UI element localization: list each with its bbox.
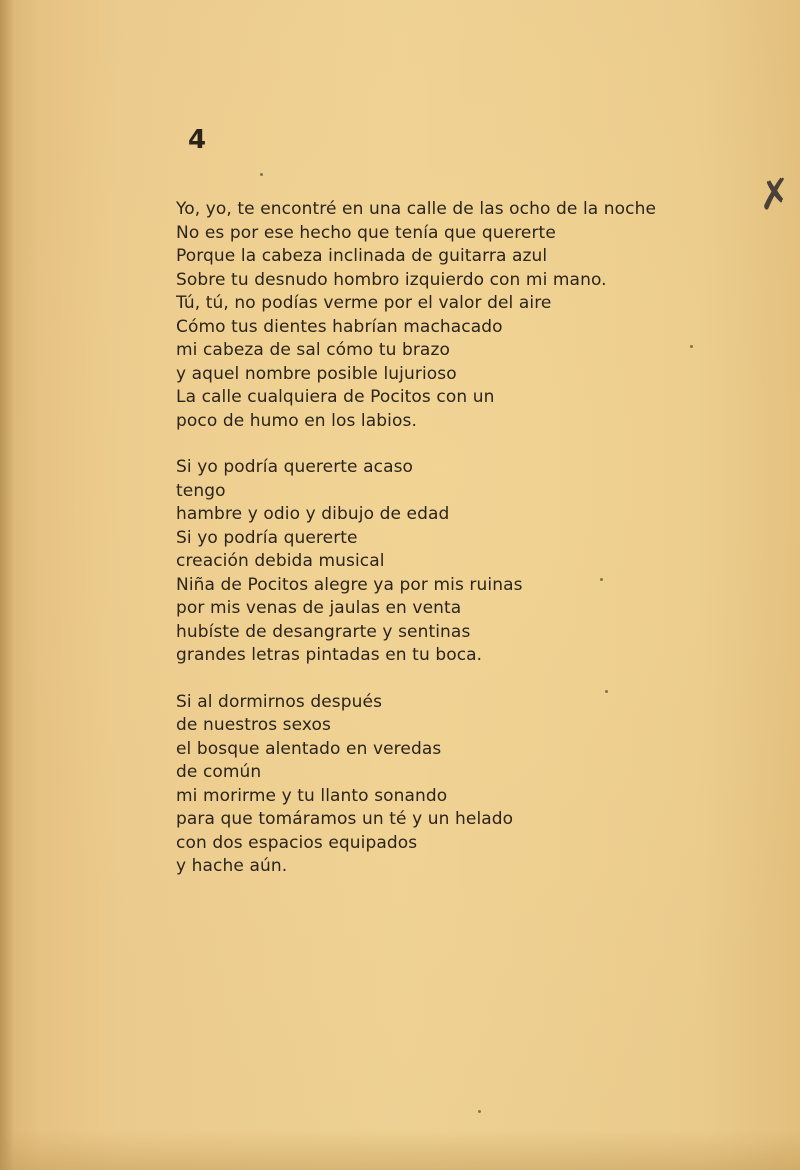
poem-line: creación debida musical bbox=[176, 551, 385, 571]
page-left-shadow bbox=[0, 0, 14, 1170]
poem-line: Tú, tú, no podías verme por el valor del aire bbox=[176, 293, 552, 313]
page-number: 4 bbox=[188, 125, 207, 155]
poem-line: Porque la cabeza inclinada de guitarra azul bbox=[176, 246, 548, 266]
poem-line: Cómo tus dientes habrían machacado bbox=[176, 316, 503, 337]
poem-line: Yo, yo, te encontré en una calle de las ocho de la noche bbox=[176, 199, 657, 219]
poem-line: de común bbox=[176, 762, 262, 782]
poem-body bbox=[176, 198, 736, 902]
poem-line: hambre y odio y dibujo de edad bbox=[176, 504, 450, 524]
stanza-1 bbox=[176, 198, 736, 433]
stanza-2 bbox=[176, 456, 736, 668]
poem-line: No es por ese hecho que tenía que quererte bbox=[176, 222, 556, 243]
poem-line: grandes letras pintadas en tu boca. bbox=[176, 645, 483, 665]
poem-line: y hache aún. bbox=[176, 856, 288, 876]
poem-line: Niña de Pocitos alegre ya por mis ruinas bbox=[176, 574, 523, 595]
poem-line: con dos espacios equipados bbox=[176, 832, 418, 853]
poem-line: mi morirme y tu llanto sonando bbox=[176, 785, 448, 806]
poem-line: poco de humo en los labios. bbox=[176, 410, 417, 431]
poem-line: hubíste de desangrarte y sentinas bbox=[176, 621, 471, 642]
poem-line: por mis venas de jaulas en venta bbox=[176, 598, 462, 618]
poem-line: tengo bbox=[176, 480, 226, 501]
poem-line: Si al dormirnos después bbox=[176, 691, 383, 712]
paper-speck bbox=[260, 173, 263, 176]
poem-line: para que tomáramos un té y un helado bbox=[176, 809, 514, 829]
poem-line: de nuestros sexos bbox=[176, 715, 331, 735]
poem-line: y aquel nombre posible lujurioso bbox=[176, 363, 457, 384]
paper-speck bbox=[478, 1110, 481, 1113]
handwritten-x-mark: ✗ bbox=[754, 169, 795, 221]
poem-line: Si yo podría quererte bbox=[176, 527, 358, 548]
poem-line: mi cabeza de sal cómo tu brazo bbox=[176, 340, 450, 360]
page-bottom-stain bbox=[0, 1130, 800, 1170]
poem-line: el bosque alentado en veredas bbox=[176, 738, 442, 759]
poem-line: La calle cualquiera de Pocitos con un bbox=[176, 387, 495, 407]
poem-line: Sobre tu desnudo hombro izquierdo con mi mano. bbox=[176, 269, 607, 290]
poem-line: Si yo podría quererte acaso bbox=[176, 457, 414, 477]
stanza-3 bbox=[176, 691, 736, 879]
